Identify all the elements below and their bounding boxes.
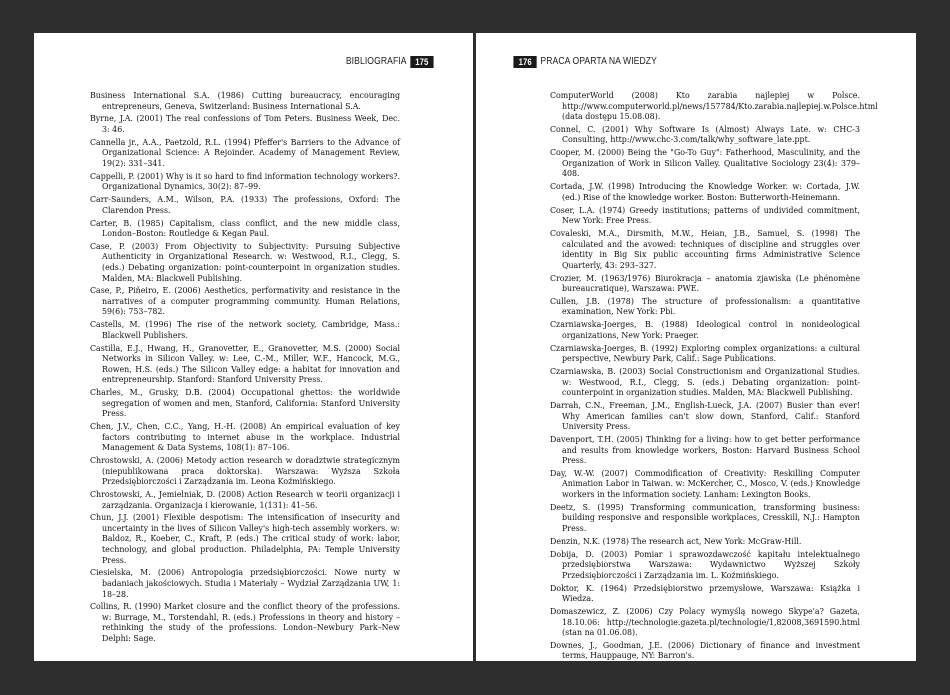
reference-entry: Covaleski, M.A., Dirsmith, M.W., Heian, J.B., Samuel, S. (1998) The calculated and the avowed: techniques of discipline and struggles over identity in Big Six public accounting firms Administrative Science Quarterly, 43: 293–327. [550, 229, 860, 270]
reference-entry: Cortada, J.W. (1998) Introducing the Knowledge Worker. w: Cortada, J.W. (ed.) Rise of the knowledge worker. Boston: Butterworth-Heinemann. [550, 182, 860, 202]
reference-entry: ComputerWorld (2008) Kto zarabia najlepiej w Polsce. http://www.computerworld.pl/news/157784/Kto.zarabia.najlepiej.w.Polsce.html (data dostępu 15.08.08). [550, 91, 878, 122]
reference-entry: Business International S.A. (1986) Cutting bureaucracy, encouraging entrepreneurs, Geneva, Switzerland: Business International S.A. [90, 91, 400, 111]
reference-entry: Chen, J.V., Chen, C.C., Yang, H.-H. (2008) An empirical evaluation of key factors contributing to internet abuse in the workplace. Industrial Management & Data Systems, 108(1): 87–106. [90, 422, 400, 453]
right-reference-list [550, 91, 878, 661]
left-page-number: 175 [410, 56, 434, 68]
reference-entry: Czarniawska, B. (2003) Social Constructionism and Organizational Studies. w: Westwood, R.I., Clegg, S. (eds.) Debating organization: point-counterpoint in organization studies. Malden, MA: Blackwell Publishing. [550, 367, 860, 398]
left-running-head-title: BIBLIOGRAFIA [345, 56, 407, 67]
reference-entry: Case, P., Piñeiro, E. (2006) Aesthetics, performativity and resistance in the narratives of a computer programming community. Human Relations, 59(6): 753–782. [90, 286, 400, 317]
reference-entry: Davenport, T.H. (2005) Thinking for a living: how to get better performance and results from knowledge workers, Boston: Harvard Business School Press. [550, 434, 860, 466]
reference-entry: Connel, C. (2001) Why Software Is (Almost) Always Late. w: CHC-3 Consulting, http://www.chc-3.com/talk/why_software_late.ppt. [550, 124, 860, 145]
left-page [34, 33, 473, 661]
reference-entry: Chun, J.J. (2001) Flexible despotism: The intensification of insecurity and uncertainty in the lives of Silicon Valley's high-tech assembly workers. w: Baldoz, R., Koeber, C., Kraft, P. (eds.) The critical study of work: labor, technology, and global production. Philadelphia, PA: Temple University Press. [90, 513, 400, 565]
reference-entry: Chrostowski, A. (2006) Metody action research w doradztwie strategicznym (niepublikowana praca doktorska). Warszawa: Wyższa Szkoła Przedsiębiorczości i Zarządzania im. Leona Koźmińskiego. [90, 456, 400, 487]
reference-entry: Darrah, C.N., Freeman, J.M., English-Lueck, J.A. (2007) Busier than ever! Why American families can't slow down, Stanford, Calif.: Stanford University Press. [550, 401, 860, 432]
reference-entry: Doktor, K. (1964) Przedsiębiorstwo przemysłowe, Warszawa: Książka i Wiedza. [550, 583, 860, 604]
reference-entry: Castilla, E.J., Hwang, H., Granovetter, E., Granovetter, M.S. (2000) Social Networks in Silicon Valley. w: Lee, C.-M., Miller, W.F., Hancock, M.G., Rowen, H.S. (eds.) The Silicon Valley edge: a habitat for innovation and entrepreneurship. Stanford: Stanford University Press. [90, 343, 400, 385]
reference-entry: Cooper, M. (2000) Being the "Go-To Guy": Fatherhood, Masculinity, and the Organization of Work in Silicon Valley. Qualitative Sociology 23(4): 379–408. [550, 148, 860, 179]
left-running-head [346, 56, 437, 68]
reference-entry: Crozier, M. (1963/1976) Biurokracja – anatomia zjawiska (Le phénomène bureaucratique), Warszawa: PWE. [550, 273, 860, 294]
reference-entry: Cullen, J.B. (1978) The structure of professionalism: a quantitative examination, New York: Pbi. [550, 296, 860, 317]
reference-entry: Ciesielska, M. (2006) Antropologia przedsiębiorczości. Nowe nurty w badaniach jakościowych. Studia i Materiały – Wydział Zarządzania UW, 1: 18–28. [90, 568, 400, 599]
reference-entry: Castells, M. (1996) The rise of the network society, Cambridge, Mass.: Blackwell Publishers. [90, 320, 400, 340]
reference-entry: Collins, R. (1990) Market closure and the conflict theory of the professions. w: Burrage, M., Torstendahl, R. (eds.) Professions in theory and history – rethinking the study of the professions. London–Newbury Park–New Delphi: Sage. [90, 602, 400, 643]
reference-entry: Downes, J., Goodman, J.E. (2006) Dictionary of finance and investment terms, Hauppauge, NY: Barron's. [550, 640, 860, 661]
reference-entry: Coser, L.A. (1974) Greedy institutions; patterns of undivided commitment, New York: Free Press. [550, 205, 860, 226]
reference-entry: Chrostowski, A., Jemielniak, D. (2008) Action Research w teorii organizacji i zarządzania. Organizacja i kierowanie, 1(131): 41–56. [90, 490, 400, 510]
reference-entry: Charles, M., Grusky, D.B. (2004) Occupational ghettos: the worldwide segregation of women and men, Stanford, California: Stanford University Press. [90, 388, 400, 419]
reference-entry: Domaszewicz, Z. (2006) Czy Polacy wymyślą nowego Skype'a? Gazeta, 18.10.06: http://technologie.gazeta.pl/technologie/1,82008,3691590.html (stan na 01.06.08). [550, 606, 860, 638]
reference-entry: Czarniawska-Joerges, B. (1988) Ideological control in nonideological organizations, New York: Praeger. [550, 320, 860, 340]
reference-entry: Carr-Saunders, A.M., Wilson, P.A. (1933) The professions, Oxford: The Clarendon Press. [90, 195, 400, 215]
reference-entry: Denzin, N.K. (1978) The research act, New York: McGraw-Hill. [550, 536, 802, 546]
right-running-head [510, 56, 657, 68]
left-reference-list [90, 91, 400, 647]
reference-entry: Day, W.-W. (2007) Commodification of Creativity: Reskilling Computer Animation Labor in Taiwan. w: McKercher, C., Mosco, V. (eds.) Knowledge workers in the information society. Lanham: Lexington Books. [550, 468, 860, 499]
reference-entry: Czarniawska-Joerges, B. (1992) Exploring complex organizations: a cultural perspective, Newbury Park, Calif.: Sage Publications. [550, 343, 860, 364]
reference-entry: Cannella jr., A.A., Paetzold, R.L. (1994) Pfeffer's Barriers to the Advance of Organizational Science: A Rejoinder. Academy of Management Review, 19(2): 331–341. [90, 137, 400, 168]
reference-entry: Byrne, J.A. (2001) The real confessions of Tom Peters. Business Week, Dec. 3: 46. [90, 114, 400, 134]
reference-entry: Cappelli, P. (2001) Why is it so hard to find information technology workers?. Organizational Dynamics, 30(2): 87–99. [90, 171, 400, 192]
reference-entry: Carter, B. (1985) Capitalism, class conflict, and the new middle class, London–Boston: Routledge & Kegan Paul. [90, 218, 400, 239]
right-page-number: 176 [513, 56, 537, 68]
reference-entry: Dobija, D. (2003) Pomiar i sprawozdawczość kapitału intelektualnego przedsiębiorstwa Warszawa: Wydawnictwo Wyższej Szkoły Przedsiębiorczości i Zarządzania im. L. Koźmińskiego. [550, 549, 860, 580]
right-page [476, 33, 916, 661]
reference-entry: Case, P. (2003) From Objectivity to Subjectivity: Pursuing Subjective Authenticity in Organizational Research. w: Westwood, R.I., Clegg, S. (eds.) Debating organization: point-counterpoint in organization studies. Malden, MA: Blackwell Publishing. [90, 241, 400, 283]
right-running-head-title: PRACA OPARTA NA WIEDZY [540, 56, 657, 67]
reference-entry: Deetz, S. (1995) Transforming communication, transforming business: building responsive and responsible workplaces, Cresskill, N.J.: Hampton Press. [550, 502, 860, 533]
